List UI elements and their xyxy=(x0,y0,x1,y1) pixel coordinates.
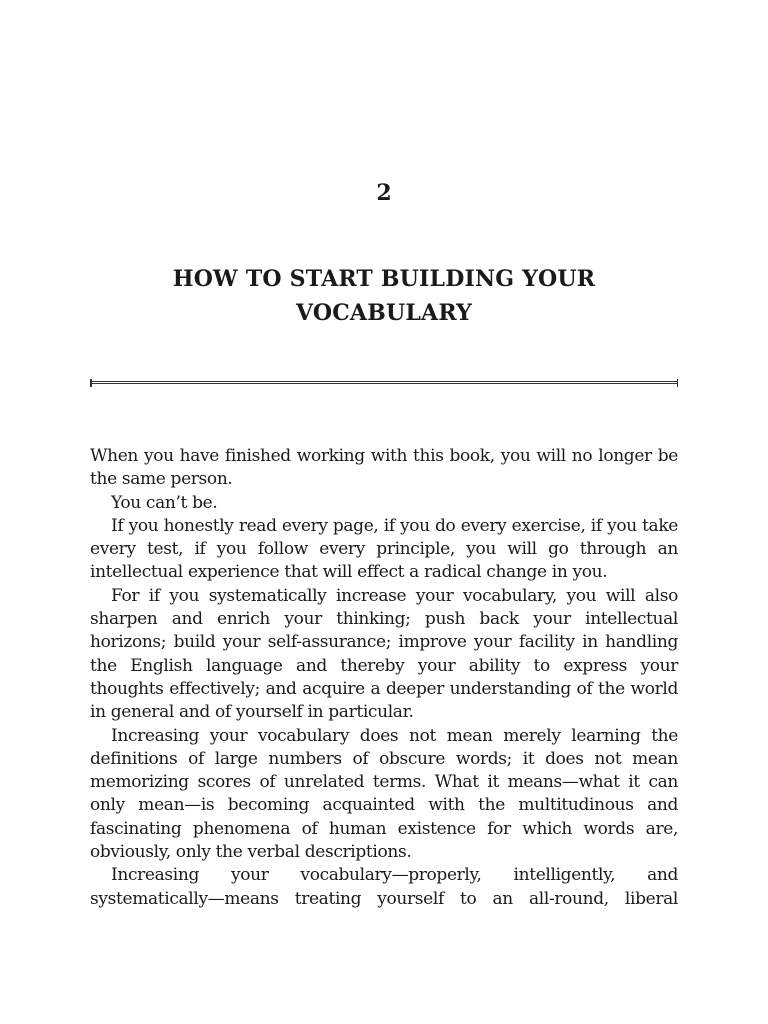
title-divider-rule xyxy=(90,381,678,384)
paragraph: When you have finished working with this book, you will no longer be the same person. xyxy=(90,446,678,490)
paragraph: Increasing your vocabulary does not mean merely learning the definitions of large numbers of obscure words; it does not mean memorizing scores of unrelated terms. What it means—what it can only mean—is becoming acquainted with the multitudinous and fascinating phenomena of human existence for which words are, obviously, only the verbal descriptions. xyxy=(90,725,678,863)
chapter-number: 2 xyxy=(376,180,392,206)
paragraph: If you honestly read every page, if you do every exercise, if you take every test, if you follow every principle, you will go through an intellectual experience that will effect a radical change in you. xyxy=(90,515,678,583)
chapter-title: HOW TO START BUILDING YOUR VOCABULARY xyxy=(172,266,596,326)
paragraph: You can’t be. xyxy=(111,492,218,513)
paragraph: Increasing your vocabulary—properly, intelligently, and systematically—means treating yourself to an all-round, liberal xyxy=(90,865,678,909)
chapter-body xyxy=(90,445,678,911)
paragraph: For if you systematically increase your vocabulary, you will also sharpen and enrich your thinking; push back your intellectual horizons; build your self-assurance; improve your facility in handling the English language and thereby your ability to express your thoughts effectively; and acquire a deeper understanding of the world in general and of yourself in particular. xyxy=(90,585,678,723)
